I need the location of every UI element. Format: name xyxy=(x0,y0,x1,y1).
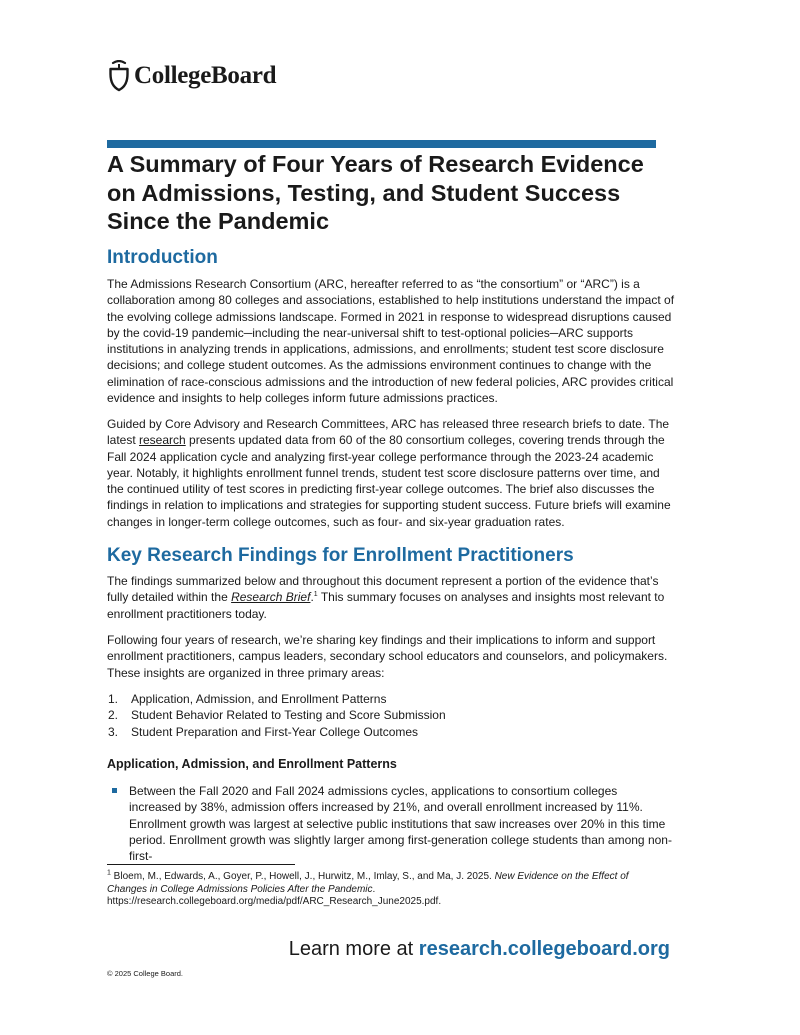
learn-more-link[interactable]: research.collegeboard.org xyxy=(418,938,670,960)
copyright: © 2025 College Board. xyxy=(107,969,183,978)
paragraph-text: This summary focuses on analyses and insights most relevant to enrollment practitioners today. xyxy=(107,590,665,621)
list-number: 2. xyxy=(108,708,119,723)
footnote-number: 1 xyxy=(107,869,111,877)
footnote-rule xyxy=(107,864,295,865)
footnote-text: . xyxy=(372,883,376,895)
intro-paragraph-1: The Admissions Research Consortium (ARC, hereafter referred to as “the consortium” or “ARC”) is a collaboration among 80 colleges and associations, established to help institutions understand the impact of the evolving college admissions landscape. Formed in 2021 in response to widespread disruptions caused by the covid-19 pandemic─including the near-universal shift to test-optional policies─ARC supports institutions in analyzing trends in applications, admissions, and enrollments; student test score disclosure decisions; and college student outcomes. As the admissions environment continues to change with the elimination of race-conscious admissions and the introduction of new federal policies, ARC provides critical evidence and insights to help colleges inform future admissions practices. xyxy=(107,277,675,406)
list-item xyxy=(107,707,446,723)
list-item xyxy=(107,691,446,707)
list-text: Student Preparation and First-Year College Outcomes xyxy=(131,724,419,739)
paragraph-text: presents updated data from 60 of the 80 consortium colleges, covering trends through the Fall 2024 application cycle and analyzing first-year college performance through the 2023-24 academic year. Notably, it highlights enrollment funnel trends, student test score disclosure patterns over time, and the continued utility of test scores in predicting first-year college outcomes. The brief also discusses the findings in relation to implications and strategies for supporting student success. Future briefs will examine changes in longer-term college outcomes, such as four- and six-year graduation rates. xyxy=(107,433,671,529)
footnote xyxy=(107,871,667,909)
bullet-square-icon xyxy=(112,788,117,793)
paragraph-text: . xyxy=(310,590,314,605)
list-number: 1. xyxy=(108,692,119,706)
page-title: A Summary of Four Years of Research Evidence on Admissions, Testing, and Student Success Since the Pandemic xyxy=(107,151,644,234)
paragraph-text: Guided by Core Advisory and Research Committees, ARC has released three research briefs to date. The latest xyxy=(107,417,670,448)
list-text: Student Behavior Related to Testing and Score Submission xyxy=(131,708,446,723)
footnote-ref[interactable]: 1 xyxy=(313,591,318,599)
footnote-text: Bloem, M., Edwards, A., Goyer, P., Howell, J., Hurwitz, M., Imlay, S., and Ma, J. 2025. xyxy=(110,871,495,882)
footnote-title: New Evidence on the Effect of Changes in College Admissions Policies After the Pandemic xyxy=(107,871,629,895)
intro-paragraph-2 xyxy=(107,416,675,530)
logo-wordmark: CollegeBoard xyxy=(134,62,277,89)
key-findings-heading: Key Research Findings for Enrollment Practitioners xyxy=(107,545,574,566)
footnote-url-link[interactable]: https://research.collegeboard.org/media/pdf/ARC_Research_June2025.pdf. xyxy=(107,896,442,907)
header-rule xyxy=(107,140,656,148)
bullet-item xyxy=(112,783,672,864)
list-text: Application, Admission, and Enrollment Patterns xyxy=(131,692,387,706)
learn-more-prefix: Learn more at xyxy=(288,938,419,960)
section-subheading: Application, Admission, and Enrollment Patterns xyxy=(107,757,397,771)
research-brief-link[interactable]: Research Brief xyxy=(231,590,311,605)
college-board-logo[interactable] xyxy=(107,58,276,94)
acorn-icon xyxy=(107,60,131,92)
list-item xyxy=(107,724,446,740)
research-link[interactable]: research xyxy=(139,433,186,448)
introduction-heading: Introduction xyxy=(107,247,218,268)
list-number: 3. xyxy=(108,724,119,739)
key-findings-paragraph-1 xyxy=(107,573,675,622)
paragraph-text: The findings summarized below and throughout this document represent a portion of the evidence that’s fully detailed within the xyxy=(107,574,659,605)
bullet-text: Between the Fall 2020 and Fall 2024 admissions cycles, applications to consortium colleges increased by 38%, admission offers increased by 21%, and overall enrollment increased by 11%. Enrollment growth was largest at selective public institutions that saw increases over 20% in this time period. Enrollment growth was slightly larger among first-generation college students than among non-first- xyxy=(129,784,672,864)
primary-areas-list xyxy=(107,691,446,740)
learn-more-banner xyxy=(289,938,670,961)
key-findings-paragraph-2: Following four years of research, we’re sharing key findings and their implications to inform and support enrollment practitioners, campus leaders, secondary school educators and counselors, and policymakers. These insights are organized in three primary areas: xyxy=(107,633,668,680)
